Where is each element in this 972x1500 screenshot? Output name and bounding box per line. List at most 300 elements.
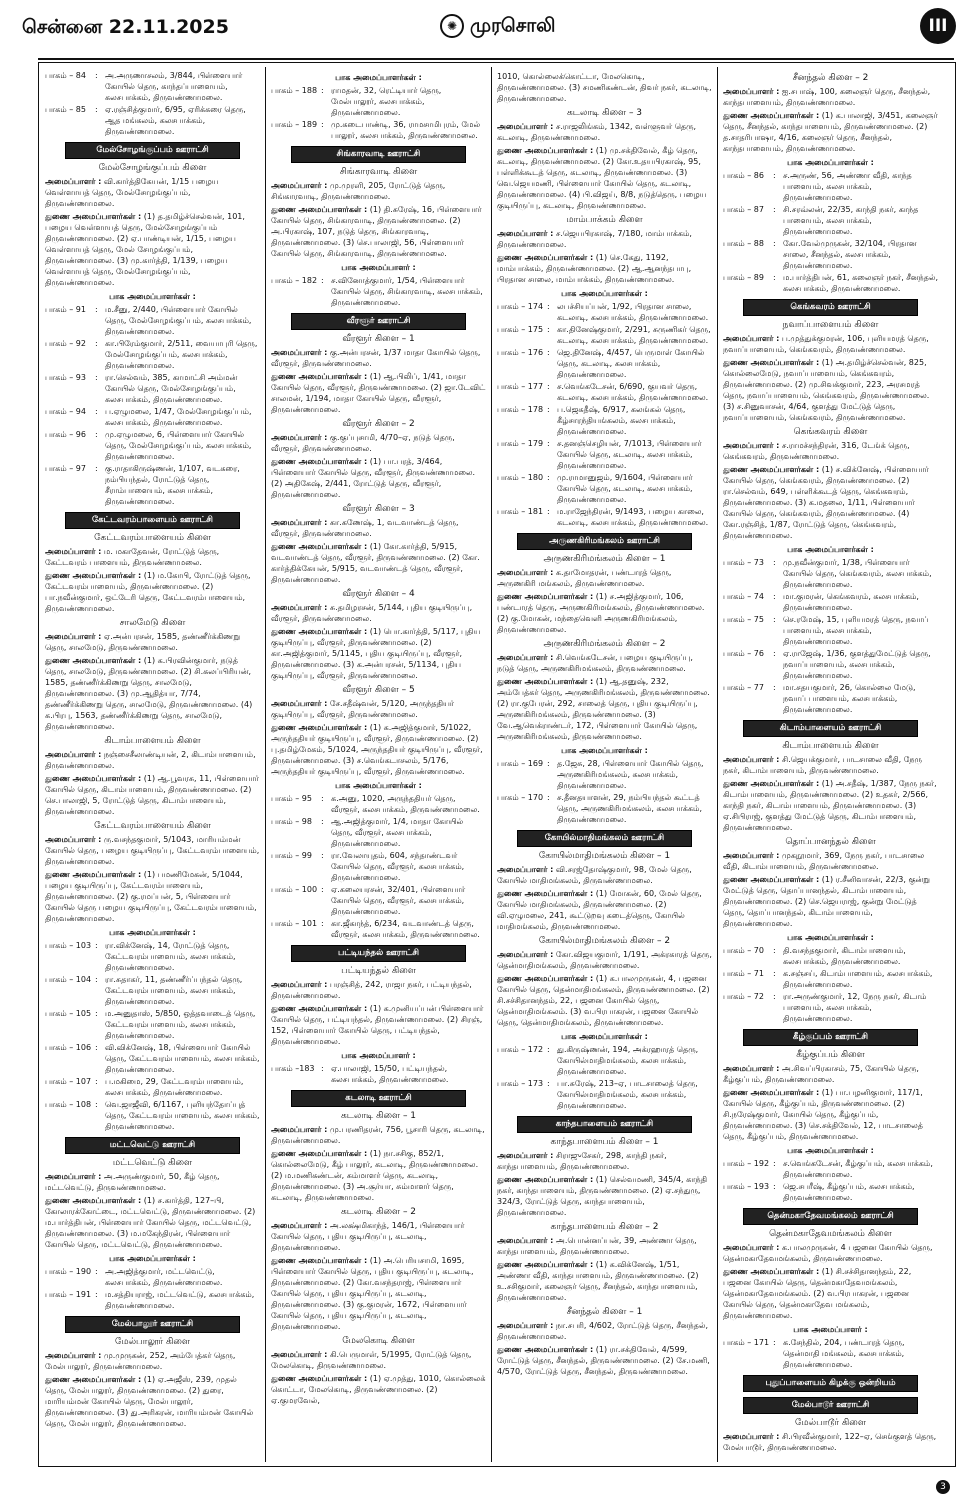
office-bearer-entry: [723, 333, 938, 355]
office-bearer-entry: [45, 655, 260, 732]
office-bearer-entry: [497, 652, 712, 674]
branch-heading: கெங்கவரம் கிளை: [793, 427, 868, 437]
booth-agent-details: கு.ராதாகிருஷ்ணன், 1/107, வடகரை, நம்பியந்தல், ரோட்டுத் தெரு, சீராம்பாளையம், கலசபாக்கம், திருவண்ணாமலை.: [105, 464, 240, 506]
bearer-details: க.தாமோதரன், பண்டாரத் தெரு, அருணகிரி மங்கலம், திருவண்ணாமலை.: [497, 568, 672, 588]
booth-number: பாகம் – 190: [45, 1267, 92, 1276]
section-label: பாக அமைப்பாளர் :: [793, 1325, 868, 1334]
booth-entry: [45, 1099, 260, 1132]
booth-agent-details: ம.பார்த்திபன், 61, கலைஞர் நகர், சீனந்தல், கலசபாக்கம், திருவண்ணாமலை.: [783, 273, 938, 293]
booth-entry: [497, 506, 712, 528]
bearer-details: அ.சிவப்பிரகாசம், 75, கோயில் தெரு, கீழ்குப்பம், திருவண்ணாமலை.: [723, 1064, 919, 1084]
booth-entry: [271, 85, 486, 118]
booth-agent-details: ஜெ.தினேஷ், 4/457, பெருமாள் கோயில் தெரு, கடலாடி, கலசபாக்கம், திருவண்ணாமலை.: [557, 348, 705, 379]
office-bearer-entry: [497, 1259, 712, 1303]
bearer-details: (1) ச.கார்த்தி, 127–பி, கோலாரக்கோட்டை, மட்டவெட்டு, திருவண்ணாமலை. (2) ம.பார்த்திபன், பிள்ளையார் கோயில் தெரு, மட்டவெட்டு, திருவண்ணாமலை. (3) ம.மகேந்திரன், பிள்ளையார் கோயில் தெரு, மட்டவெட்டு, திருவண்ணாமலை.: [45, 1196, 256, 1249]
bearer-details: அ.அருண்குமார், 50, கீழ் தெரு, மட்டவெட்டு, திருவண்ணாமலை.: [45, 1172, 220, 1192]
booth-agent-details: து.கிருஷ்ணன், 194, அக்ரஹாரத் தெரு, கோயில்மாதிமங்கலம், கலசபாக்கம், திருவண்ணாமலை.: [557, 1045, 699, 1076]
office-bearer-entry: [497, 949, 712, 971]
booth-agent-details: அ.அருணாசலம், 3/844, பிள்ளையார் கோயில் தெரு, காந்தப்பாளையம், கலசபாக்கம், திருவண்ணாமலை.: [105, 71, 243, 102]
panchayat-banner: மேல்பாலூர் ஊராட்சி: [65, 1316, 240, 1333]
branch-heading: கீழ்குப்பம் கிளை: [796, 1050, 865, 1060]
booth-agent-details: ச.தனஞ்செழியன், 7/1013, பிள்ளையார் கோயில் தெரு, கடலாடி, கலசபாக்கம், திருவண்ணாமலை.: [557, 439, 702, 470]
booth-agent-details: ம.ராஜேந்திரன், 9/1493, பழைய காலை, கடலாடி, கலசபாக்கம், திருவண்ணாமலை.: [557, 507, 709, 527]
booth-entry: [723, 591, 938, 613]
bearer-details: (1) செ.கேது, 1192, மாம்பாக்கம், திருவண்ணாமலை. (2) ஆ.ஆனந்தபாபு, பிரதான சாலை, மாம்பாக்கம், திருவண்ணாமலை.: [497, 253, 692, 284]
booth-number: பாகம் – 174: [497, 302, 544, 311]
booth-agent-details: ரா.வேலாயுதம், 604, சந்தாண்டவர் கோயில் தெரு, வீரளூர், கலசபாக்கம், திருவண்ணாமலை.: [331, 851, 465, 882]
booth-agent-details: ராமதன், 32, ரெட்டியார் தெரு, மேல்பாலூர், கலசபாக்கம், திருவண்ணாமலை.: [331, 86, 442, 117]
separator-colon: :: [773, 592, 776, 601]
booth-agent-details: மா.சதயகுமார், 26, கொல்லை மேடு, நவாப் பாளையம், கலசபாக்கம், திருவண்ணாமலை.: [783, 683, 916, 714]
separator-colon: :: [547, 1079, 550, 1088]
booth-number: பாகம் – 170: [497, 793, 544, 802]
office-bearer-entry: [271, 371, 486, 415]
booth-entry: [45, 1076, 260, 1098]
section-label: பாக அமைப்பாளர்கள் :: [561, 1032, 648, 1041]
edition-date: சென்னை 22.11.2025: [22, 16, 229, 38]
section-label: பாக அமைப்பாளர்கள் :: [787, 1146, 874, 1155]
role-label: அமைப்பாளர் :: [497, 122, 554, 131]
office-bearer-entry: [497, 252, 712, 285]
booth-entry: [45, 974, 260, 1007]
booth-number: பாகம் – 95: [271, 794, 312, 803]
booth-number: பாகம் – 88: [723, 239, 764, 248]
bearer-details: கி.பெருமாள், 5/1995, ரோட்டுத் தெரு, மேலகொடி, திருவண்ணாமலை.: [271, 1350, 472, 1370]
role-label: துணை அமைப்பாளர்கள் :: [271, 1374, 368, 1383]
branch-heading: கோயில்மாதிமங்கலம் கிளை – 1: [538, 851, 671, 861]
panchayat-banner: காந்தபாளையம் ஊராட்சி: [517, 1116, 692, 1133]
bearer-details: (1) பா.பரத், 3/464, பிள்ளையார் கோயில் தெரு, வீரளூர், திருவண்ணாமலை. (2) அதிகேஷ், 2/441, ரோட்டுத் தெரு, வீரளூர், திருவண்ணாமலை.: [271, 457, 476, 499]
booth-number: பாகம் – 75: [723, 615, 764, 624]
separator-colon: :: [321, 919, 324, 928]
section-label: பாக அமைப்பாளர்கள் :: [787, 933, 874, 942]
office-bearer-entry: [497, 228, 712, 250]
separator-colon: :: [95, 407, 98, 416]
office-bearer-entry: [45, 546, 260, 568]
booth-agent-details: ச.தீனதயாளன், 29, நம்பியந்தல் கூட்டத் தெரு, அருணகிரிமங்கலம், கலசபாக்கம், திருவண்ணாமலை.: [557, 793, 702, 824]
booth-number: பாகம் – 193: [723, 1182, 770, 1191]
branch-heading: அருணகிரிமங்கலம் கிளை – 2: [543, 639, 666, 649]
booth-entry: [45, 1042, 260, 1075]
separator-colon: :: [547, 302, 550, 311]
column-4: [723, 69, 938, 1462]
branch-heading: வீரளூர் கிளை – 3: [342, 504, 415, 514]
role-label: அமைப்பாளர் :: [271, 348, 328, 357]
role-label: அமைப்பாளர் :: [723, 1432, 780, 1441]
booth-agent-details: மு.கடைபாண்டி, 36, ராமசாமிபுரம், மேல் பாலூர், கலசபாக்கம், திருவண்ணாமலை.: [331, 120, 481, 140]
bearer-details: (1) க.பாலமுருகன், 4, பஜனை கோயில் தெரு, தென்மாதிமங்கலம், திருவண்ணாமலை. (2) சி.சச்சிதானந்தம், 22, பஜனை கோயில் தெரு, தென்மாதிமங்கலம். (3) வ.பிரபாகரன், பஜனை கோயில் தெரு, தென்மாதிமங்கலம், திருவண்ணாமலை.: [497, 974, 710, 1027]
booth-number: பாகம் – 175: [497, 325, 544, 334]
role-label: துணை அமைப்பாளர்கள் :: [497, 974, 594, 983]
separator-colon: :: [547, 507, 550, 516]
booth-number: பாகம் – 189: [271, 120, 318, 129]
booth-entry: [723, 968, 938, 990]
booth-entry: [723, 238, 938, 271]
office-bearer-entry: [497, 71, 712, 104]
bearer-details: சு.தமிழரசன், 5/144, புதிய குடியிருப்பு, வீரளூர், திருவண்ணாமலை.: [271, 603, 473, 623]
separator-colon: :: [773, 558, 776, 567]
panchayat-banner: கீழ்குப்பம் ஊராட்சி: [743, 1029, 918, 1046]
separator-colon: :: [95, 941, 98, 950]
role-label: துணை அமைப்பாளர்கள் :: [497, 1175, 594, 1184]
office-bearer-entry: [497, 1320, 712, 1342]
booth-agent-details: வெ.ஜாஜீவி, 6/1167, புளியந்தோப்புத் தெரு, கேட்டவரம்பாளையம், கலசபாக்கம், திருவண்ணாமலை.: [105, 1100, 260, 1131]
branch-heading: தென்மகாதேவமங்கலம் கிளை: [769, 1229, 892, 1239]
separator-colon: :: [773, 683, 776, 692]
booth-number: பாகம் – 94: [45, 407, 86, 416]
separator-colon: :: [547, 1045, 550, 1054]
section-label: பாக அமைப்பாளர்கள் :: [335, 781, 422, 790]
section-label: பாக அமைப்பாளர்கள் :: [109, 292, 196, 301]
office-bearer-entry: [723, 357, 938, 423]
booth-number: பாகம் – 105: [45, 1009, 92, 1018]
booth-agent-details: த.ஜேசு, 28, பிள்ளையார் கோயில் தெரு, அருணகிரிமங்கலம், கலசபாக்கம், திருவண்ணாமலை.: [557, 759, 704, 790]
branch-heading: மேலகொடி கிளை: [342, 1336, 415, 1346]
branch-heading: மாம்பாக்கம் கிளை: [566, 215, 643, 225]
booth-agent-details: ஜெ.சபரீஷ், கீழ்குப்பம், கலசபாக்கம், திருவண்ணாமலை.: [783, 1182, 915, 1202]
branch-heading: மேல்பாலூர் கிளை: [114, 1337, 191, 1347]
page-roman-badge: III: [920, 8, 956, 44]
booth-entry: [723, 945, 938, 967]
role-label: அமைப்பாளர் :: [45, 632, 102, 641]
booth-number: பாகம் – 106: [45, 1043, 92, 1052]
office-bearer-entry: [45, 834, 260, 867]
panchayat-banner: சிங்காரவாடி ஊராட்சி: [291, 146, 466, 163]
booth-agent-details: ரா.செல்வம், 385, காமாட்சி அம்மன் கோயில் தெரு, மேல்சோழங்குப்பம், கலசபாக்கம், திருவண்ணாமலை.: [105, 373, 238, 404]
booth-agent-details: க.சேந்தில், 204, பண்டாரத் தெரு, தென்மாதி மங்கலம், கலசபாக்கம், திருவண்ணாமலை.: [783, 1338, 905, 1369]
booth-number: பாகம் – 177: [497, 382, 544, 391]
booth-entry: [271, 850, 486, 883]
booth-entry: [497, 1044, 712, 1077]
bearer-details: (1) ச.விக்னேஷ், பிள்ளையார் கோயில் தெரு, கெங்கவரம், திருவண்ணாமலை. (2) ரா.செல்வம், 649, பள்ளிக்கூடத் தெரு, கெங்கவரம், திருவண்ணாமலை. (3) க.மதலை, 1/11, பிள்ளையார் கோயில் தெரு, கெங்கவரம், திருவண்ணாமலை. (4) கோ.ரஞ்சித், 1/87, ரோட்டுத் தெரு, கெங்கவரம், திருவண்ணாமலை.: [723, 465, 929, 540]
separator-colon: :: [95, 1267, 98, 1276]
booth-number: பாகம் – 77: [723, 683, 764, 692]
role-label: துணை அமைப்பாளர்கள் :: [497, 1345, 594, 1354]
office-bearer-entry: [723, 1242, 938, 1264]
separator-colon: :: [773, 171, 776, 180]
booth-agent-details: மு.ஏழுமலை, 6, பிள்ளையார் கோயில் தெரு, மேல்சோழங்குப்பம், கலசபாக்கம், திருவண்ணாமலை.: [105, 430, 252, 461]
role-label: அமைப்பாளர் :: [271, 1221, 328, 1230]
bearer-details: சி.ஜெயக்குமார், பாடசாலை வீதி, நேரு நகர், கிடாம்பாளையம், திருவண்ணாமலை.: [723, 755, 922, 775]
bearer-details: ச.ஜெயபிரகாஷ், 7/180, மாம்பாக்கம், திருவண்ணாமலை.: [497, 229, 692, 249]
bearer-details: (1) பொ.கார்த்தி, 5/117, புதிய குடியிருப்பு, வீரளூர், திருவண்ணாமலை. (2) கா.அஜித்குமார், 5/1145, புதிய குடியிருப்பு, வீரளூர், திருவண்ணாமலை. (3) க.அன்பரசன், 5/1134, புதிய குடியிருப்பு, வீரளூர், திருவண்ணாமலை.: [271, 627, 481, 680]
role-label: துணை அமைப்பாளர்கள் :: [271, 372, 368, 381]
booth-entry: [271, 119, 486, 141]
newspaper-logo: [440, 14, 556, 40]
office-bearer-entry: [497, 676, 712, 742]
office-bearer-entry: [45, 1374, 260, 1429]
booth-entry: [497, 347, 712, 380]
booth-entry: [45, 372, 260, 405]
office-bearer-entry: [271, 698, 486, 720]
office-bearer-entry: [271, 1220, 486, 1253]
branch-heading: தொப்பானந்தல் கிளை: [785, 837, 876, 847]
bearer-details: சே.சதீஷ்வன், 5/120, அருந்ததியர் குடியிருப்பு, வீரளூர், திருவண்ணாமலை.: [271, 699, 455, 719]
booth-number: பாகம் – 71: [723, 969, 764, 978]
booth-agent-details: ப.ஜெகதீஷ், 6/917, கலங்கல் தெரு, கீழ்சாரந்தியங்கலம், கலசபாக்கம், திருவண்ணாமலை.: [557, 405, 686, 436]
bearer-details: (1) மு.சக்திவேல், கீழ் தெரு, கடலாடி, திருவண்ணாமலை. (2) கோ.உதயபிரகாஷ், 95, பள்ளிக்கூடத் தெரு, கடலாடி, திருவண்ணாமலை. (3) வெ.ஜெயமணி, பிள்ளையார் கோயில் தெரு, கடலாடி, திருவண்ணாமலை. (4) பி.விஜய், 8/8, நடுத்தெரு, பழைய குடியிருப்பு, கடலாடி, திருவண்ணாமலை.: [497, 146, 707, 210]
bearer-details: (1) தி.சுரேஷ், 16, பிள்ளையார் கோயில் தெரு, சிங்காரவாடி, திருவண்ணாமலை. (2) அ.பிரகாஷ், 107, நடுத் தெரு, சிங்காரவாடி, திருவண்ணாமலை. (3) செ.பாலாஜி, 56, பிள்ளையார் கோயில் தெரு, சிங்காரவாடி, திருவண்ணாமலை.: [271, 205, 482, 258]
booth-entry: [723, 991, 938, 1024]
booth-agent-details: ச.வெங்கடேசன், கீழ்குப்பம், கலசபாக்கம், திருவண்ணாமலை.: [783, 1159, 933, 1179]
booth-agent-details: செ.ரமேஷ், 15, புளியமரத் தெரு, நவாப் பாளையம், கலசபாக்கம், திருவண்ணாமலை.: [783, 615, 929, 646]
role-label: அமைப்பாளர் :: [271, 603, 328, 612]
separator-colon: :: [95, 105, 98, 114]
role-label: துணை அமைப்பாளர்கள் :: [723, 779, 820, 788]
booth-entry: [723, 557, 938, 590]
column-2: [271, 69, 486, 1462]
separator-colon: :: [95, 1043, 98, 1052]
panchayat-banner: தென்மகாதேவமங்கலம் ஊராட்சி: [743, 1208, 918, 1225]
panchayat-banner: மேல்சோழங்குப்பம் ஊராட்சி: [65, 142, 240, 159]
section-label: பாக அமைப்பாளர்கள் :: [109, 1254, 196, 1263]
role-label: துணை அமைப்பாளர்கள் :: [45, 774, 142, 783]
booth-entry: [271, 275, 486, 308]
office-bearer-entry: [45, 631, 260, 653]
role-label: அமைப்பாளர் :: [723, 1064, 780, 1073]
booth-number: பாகம் – 172: [497, 1045, 544, 1054]
role-label: துணை அமைப்பாளர்கள் :: [45, 1196, 142, 1205]
office-bearer-entry: [45, 1195, 260, 1250]
booth-entry: [723, 272, 938, 294]
section-label: பாக அமைப்பாளர்கள் :: [787, 158, 874, 167]
booth-number: பாகம் – 107: [45, 1077, 92, 1086]
office-bearer-entry: [45, 749, 260, 771]
booth-number: பாகம் – 100: [271, 885, 318, 894]
branch-heading: கேட்டவரம்பாளையம் கிளை: [94, 821, 211, 831]
section-label: பாக அமைப்பாளர்கள் :: [787, 545, 874, 554]
branch-heading: அருணகிரிமங்கலம் கிளை – 1: [543, 554, 666, 564]
office-bearer-entry: [497, 567, 712, 589]
office-bearer-entry: [271, 347, 486, 369]
separator-colon: :: [547, 439, 550, 448]
booth-agent-details: தி.வசந்தகுமார், கிடாம்பாளையம், கலசபாக்கம், திருவண்ணாமலை.: [783, 946, 906, 966]
bearer-details: க.பாலமுருகன், 4 பஜனை கோயில் தெரு, தென்மகாதேவமங்கலம், திருவண்ணாமலை.: [723, 1243, 933, 1263]
booth-number: பாகம் – 97: [45, 464, 86, 473]
branch-heading: கிடாம்பாளையம் கிளை: [782, 741, 879, 751]
role-label: துணை அமைப்பாளர்கள் :: [497, 677, 594, 686]
booth-number: பாகம் – 72: [723, 992, 764, 1001]
role-label: துணை அமைப்பாளர்கள் :: [723, 875, 820, 884]
role-label: அமைப்பாளர் :: [271, 980, 328, 989]
office-bearer-entry: [497, 1174, 712, 1218]
booth-number: பாகம் – 103: [45, 941, 92, 950]
separator-colon: :: [95, 71, 98, 80]
bearer-details: கா.கணேஷ், 1, வடவாண்டத் தெரு, வீரளூர், திருவண்ணாமலை.: [271, 518, 459, 538]
booth-agent-details: ம.அனுதாஸ், 5/850, ஒத்தவாடைத் தெரு, கேட்டவரம்பாளையம், கலசபாக்கம், திருவண்ணாமலை.: [105, 1009, 256, 1040]
office-bearer-entry: [723, 1431, 938, 1453]
branch-heading: சீனந்தல் கிளை – 1: [566, 1307, 643, 1317]
separator-colon: :: [547, 759, 550, 768]
branch-heading: வீரளூர் கிளை – 4: [342, 589, 415, 599]
role-label: துணை அமைப்பாளர்கள் :: [271, 1149, 368, 1158]
booth-agent-details: ப.ஏழுமலை, 1/47, மேல்சோழங்குப்பம், கலசபாக்கம், திருவண்ணாமலை.: [105, 407, 252, 427]
bearer-details: 1010, கொல்லைக்கொட்டா, மேலகொடி, திருவண்ணாமலை. (3) சமணிகண்டன், திவர் நகர், கடலாடி, திருவண்ணாமலை.: [497, 72, 712, 103]
office-bearer-entry: [497, 145, 712, 211]
bearer-details: (1) அ.தமிழ்ச்செல்வன், 825, கொல்லைமேடு, நவாப்பாளையம், கெங்கவரம், திருவண்ணாமலை. (2) மு.சிவக்குமார், 223, அரசமரத் தெரு, நவாப்பாளையம், கெங்கவரம், திருவண்ணாமலை. (3) ச.சினுவாசன், 4/64, குளத்து மேட்டுத் தெரு, நவாப்பாளையம், கெங்கவரம், திருவண்ணாமலை.: [723, 358, 930, 422]
office-bearer-entry: [271, 722, 486, 777]
office-bearer-entry: [723, 778, 938, 833]
booth-number: பாகம் – 93: [45, 373, 86, 382]
role-label: அமைப்பாளர் :: [497, 865, 554, 874]
role-label: அமைப்பாளர் :: [723, 441, 780, 450]
panchayat-banner: மட்டவெட்டு ஊராட்சி: [65, 1137, 240, 1154]
booth-agent-details: ஆ.அஜித்குமார், 1/4, மாதா கோயில் தெரு, வீரளூர், கலசபாக்கம், திருவண்ணாமலை.: [331, 817, 464, 848]
bearer-details: மு.பரணிதரன், 756, பூசாரி தெரு, கடலாடி, திருவண்ணாமலை.: [271, 1125, 485, 1145]
bearer-details: (1) கோ.கார்த்தி, 5/915, வடவாண்டத் தெரு, வீரளூர், திருவண்ணாமலை. (2) கோ. கார்த்திக்கேயன், 5/915, வடவாண்டத் தெரு, வீரளூர், திருவண்ணாமலை.: [271, 542, 480, 584]
booth-number: பாகம் – 191: [45, 1290, 92, 1299]
role-label: துணை அமைப்பாளர்கள் :: [45, 1375, 142, 1384]
office-bearer-entry: [723, 1087, 938, 1142]
role-label: அமைப்பாளர் :: [497, 950, 554, 959]
role-label: துணை அமைப்பாளர்கள் :: [271, 542, 368, 551]
bearer-details: (1) சி.சச்சிதானந்தம், 22, பஜனை கோயில் தெரு, தென்மகாதேவமங்கலம், தென்மகாதேவமங்கலம். (2) வ.பிரபாகரன், பஜனை கோயில் தெரு, தென்மகாதேவ மங்கலம், திருவண்ணாமலை.: [723, 1267, 912, 1320]
booth-entry: [723, 204, 938, 237]
branch-heading: வீரளூர் கிளை – 5: [342, 685, 415, 695]
role-label: அமைப்பாளர் :: [45, 750, 102, 759]
content-frame: [38, 62, 956, 1467]
separator-colon: :: [773, 969, 776, 978]
role-label: துணை அமைப்பாளர்கள் :: [45, 656, 142, 665]
bearer-details: ரு.வசந்தகுமார், 5/1043, மாரியம்மன் கோயில் தெரு, பழைய குடியிருப்பு, கேட்டவரம்பாளையம், திருவண்ணாமலை.: [45, 835, 260, 866]
booth-number: பாகம் – 181: [497, 507, 544, 516]
booth-number: பாகம் – 74: [723, 592, 764, 601]
booth-entry: [723, 1181, 938, 1203]
role-label: துணை அமைப்பாளர்கள் :: [723, 1267, 820, 1276]
booth-number: பாகம் – 86: [723, 171, 764, 180]
separator-colon: :: [773, 1338, 776, 1347]
bearer-details: கு.அன்பரசன், 1/37 மாதா கோயில் தெரு, வீரளூர், திருவண்ணாமலை.: [271, 348, 481, 368]
office-bearer-entry: [497, 973, 712, 1028]
office-bearer-entry: [45, 211, 260, 288]
office-bearer-entry: [271, 517, 486, 539]
separator-colon: :: [773, 946, 776, 955]
column-divider: [717, 67, 718, 1462]
booth-agent-details: மு.ராமானுஜம், 9/1604, பிள்ளையார் கோயில் தெரு, கடலாடி, கலசபாக்கம், திருவண்ணாமலை.: [557, 473, 693, 504]
role-label: துணை அமைப்பாளர்கள் :: [497, 1260, 594, 1269]
panchayat-banner: கிடாம்பாளையம் ஊராட்சி: [743, 720, 918, 737]
separator-colon: :: [95, 975, 98, 984]
branch-heading: சீனந்தல் கிளை – 2: [792, 73, 869, 83]
bearer-details: (1) ச.அஜித்குமார், 106, பண்டாரத் தெரு, அருணகிரிமங்கலம், திருவண்ணாமலை. (2) கு.மோகன், மந்தைவெளி அருணகிரிமங்கலம், திருவண்ணாமலை.: [497, 592, 705, 634]
booth-number: பாகம் – 91: [45, 305, 86, 314]
branch-heading: சிங்காரவாடி கிளை: [339, 167, 418, 177]
office-bearer-entry: [45, 1350, 260, 1372]
role-label: அமைப்பாளர் :: [497, 568, 554, 577]
office-bearer-entry: [271, 180, 486, 202]
role-label: துணை அமைப்பாளர்கள் :: [271, 723, 368, 732]
separator-colon: :: [321, 817, 324, 826]
office-bearer-entry: [271, 432, 486, 454]
booth-agent-details: கோ.வேல்முருகன், 32/104, பிரதான சாலை, சீனந்தல், கலசபாக்கம், திருவண்ணாமலை.: [783, 239, 917, 270]
booth-entry: [723, 682, 938, 715]
role-label: அமைப்பாளர் :: [271, 699, 328, 708]
office-bearer-entry: [271, 1148, 486, 1203]
bearer-details: (1) க.முனியப்பன் பிள்ளையார் கோயில் தெரு, பட்டியந்தல், திருவண்ணாமலை. (2) சிரஞ், 152, பிள்ளையார் கோயில் தெரு, பட்டியந்தல், திருவண்ணாமலை.: [271, 1004, 484, 1046]
role-label: துணை அமைப்பாளர்கள் :: [271, 205, 368, 214]
bearer-details: (1) ஆ.பிலிப், 1/41, மாதா கோயில் தெரு, வீரளூர், திருவண்ணாமலை. (2) ஜா.டேவிட் சாலமன், 1/194, மாதா கோயில் தெரு, வீரளூர், திருவண்ணாமலை.: [271, 372, 486, 414]
separator-colon: :: [321, 1064, 324, 1073]
booth-entry: [45, 406, 260, 428]
role-label: துணை அமைப்பாளர்கள் :: [271, 1256, 368, 1265]
booth-number: பாகம் – 87: [723, 205, 764, 214]
office-bearer-entry: [271, 626, 486, 681]
role-label: துணை அமைப்பாளர்கள் :: [45, 571, 142, 580]
booth-entry: [271, 918, 486, 940]
booth-agent-details: ஏ.கலையரசன், 32/401, பிள்ளையார் கோயில் தெரு, வீரளூர், கலசபாக்கம், திருவண்ணாமலை.: [331, 885, 466, 916]
bearer-details: (1) க.அஜித்குமார், 5/1022, அருந்ததியர் குடியிருப்பு, வீரளூர், திருவண்ணாமலை. (2) பு.தமிழ்மேகம், 5/1024, அருந்ததியர் குடியிருப்பு, வீரளூர், திருவண்ணாமலை. (3) ச.வெங்கடாசலம், 5/176, அருந்ததியர் குடியிருப்பு, வீரளூர், திருவண்ணாமலை.: [271, 723, 483, 776]
section-label: பாக அமைப்பாளர்கள் :: [561, 289, 648, 298]
booth-entry: [497, 381, 712, 403]
role-label: துணை அமைப்பாளர்கள் :: [497, 889, 594, 898]
panchayat-banner: கேட்டவரம்பாளையம் ஊராட்சி: [65, 512, 240, 529]
panchayat-banner: வீரளூர் ஊராட்சி: [291, 313, 466, 330]
role-label: அமைப்பாளர் :: [497, 1236, 554, 1245]
booth-entry: [45, 104, 260, 137]
separator-colon: :: [321, 885, 324, 894]
role-label: அமைப்பாளர் :: [723, 1243, 780, 1252]
bearer-details: ச.ராஜலிங்கம், 1342, வள்ளுவர் தெரு, கடலாடி, திருவண்ணாமலை.: [497, 122, 697, 142]
booth-entry: [723, 1158, 938, 1180]
bearer-details: (1) பா.பழனிகுமார், 117/1, கோயில் தெரு, கீழ்குப்பம், திருவண்ணாமலை. (2) சி.நரேஷ்குமார், கோயில் தெரு, கீழ்குப்பம், திருவண்ணாமலை. (3) செ.சக்திவேல், 12, பாடசாலைத் தெரு, கீழ்குப்பம், திருவண்ணாமலை.: [723, 1088, 923, 1141]
panchayat-banner: கடலாடி ஊராட்சி: [291, 1090, 466, 1107]
booth-number: பாகம் – 178: [497, 405, 544, 414]
separator-colon: :: [95, 1009, 98, 1018]
bearer-details: சி.பிரவீன்குமார், 122–ஏ, செங்குளத் தெரு, மேல்பாடூர், திருவண்ணாமலை.: [723, 1432, 937, 1452]
bearer-details: ச.ராமச்சந்திரன், 316, டேங்க் தெரு, கெங்கவரம், திருவண்ணாமலை.: [723, 441, 910, 461]
booth-entry: [45, 1008, 260, 1041]
office-bearer-entry: [271, 1373, 486, 1406]
booth-entry: [271, 793, 486, 815]
section-label: பாக அமைப்பாளர் :: [341, 1051, 416, 1060]
booth-agent-details: மு.நவீன்குமார், 1/38, பிள்ளையார் கோயில் தெரு, கெங்கவரம், கலசபாக்கம், திருவண்ணாமலை.: [783, 558, 932, 589]
office-bearer-entry: [271, 204, 486, 259]
separator-colon: :: [773, 1182, 776, 1191]
office-bearer-entry: [723, 850, 938, 872]
separator-colon: :: [773, 992, 776, 1001]
booth-number: பாகம் – 92: [45, 339, 86, 348]
booth-number: பாகம் – 192: [723, 1159, 770, 1168]
role-label: துணை அமைப்பாளர்கள் :: [45, 870, 142, 879]
page-number-badge: 3: [936, 1480, 950, 1494]
masthead-rule: [38, 58, 954, 60]
booth-entry: [45, 1266, 260, 1288]
separator-colon: :: [95, 430, 98, 439]
panchayat-banner: அருணகிரிமங்கலம் ஊராட்சி: [517, 533, 692, 550]
bearer-details: (1) ஏ.அஜீஸ், 239, முதல் தெரு, மேல்பாலூர், திருவண்ணாமலை. (2) துரை, மாரியம்மன் கோயில் தெரு, மேல்பாலூர், திருவண்ணாமலை. (3) து.அரிகரன், மாரியம்மன் கோயில் தெரு, மேல்பாலூர், திருவண்ணாமலை.: [45, 1375, 254, 1428]
booth-agent-details: பா.சுரேஷ், 213–ஏ, பாடசாலைத் தெரு, கோயில்மாதிமங்கலம், கலசபாக்கம், திருவண்ணாமலை.: [557, 1079, 698, 1110]
separator-colon: :: [773, 615, 776, 624]
booth-entry: [45, 463, 260, 507]
booth-number: பாகம் – 188: [271, 86, 318, 95]
office-bearer-entry: [45, 773, 260, 817]
booth-agent-details: ஏ.ராஜேஷ், 1/36, குளத்துமேட்டுத் தெரு, நவாப்பாளையம், கலசபாக்கம், திருவண்ணாமலை.: [783, 649, 931, 680]
role-label: துணை அமைப்பாளர்கள் :: [497, 592, 594, 601]
booth-number: பாகம் –183: [271, 1064, 315, 1073]
booth-number: பாகம் – 108: [45, 1100, 92, 1109]
office-bearer-entry: [271, 541, 486, 585]
bearer-details: (1) நா.சசிகு, 852/1, கொல்லைமேடு, கீழ் பாலூர், கடலாடி, திருவண்ணாமலை. (2) ம.மணிகண்டன், சும்மாளர் தெரு, கடலாடி, திருவண்ணாமலை. (3) அ.சூர்யா, சும்மாளர் தெரு, கடலாடி, திருவண்ணாமலை.: [271, 1149, 479, 1202]
separator-colon: :: [773, 239, 776, 248]
booth-number: பாகம் – 98: [271, 817, 312, 826]
booth-entry: [723, 170, 938, 203]
separator-colon: :: [95, 1100, 98, 1109]
booth-agent-details: ரா.அருண்குமார், 12, நேரு நகர், கிடாம் பாளையம், கலசபாக்கம், திருவண்ணாமலை.: [783, 992, 927, 1023]
booth-number: பாகம் – 73: [723, 558, 764, 567]
separator-colon: :: [321, 86, 324, 95]
booth-number: பாகம் – 101: [271, 919, 318, 928]
booth-number: பாகம் – 182: [271, 276, 318, 285]
